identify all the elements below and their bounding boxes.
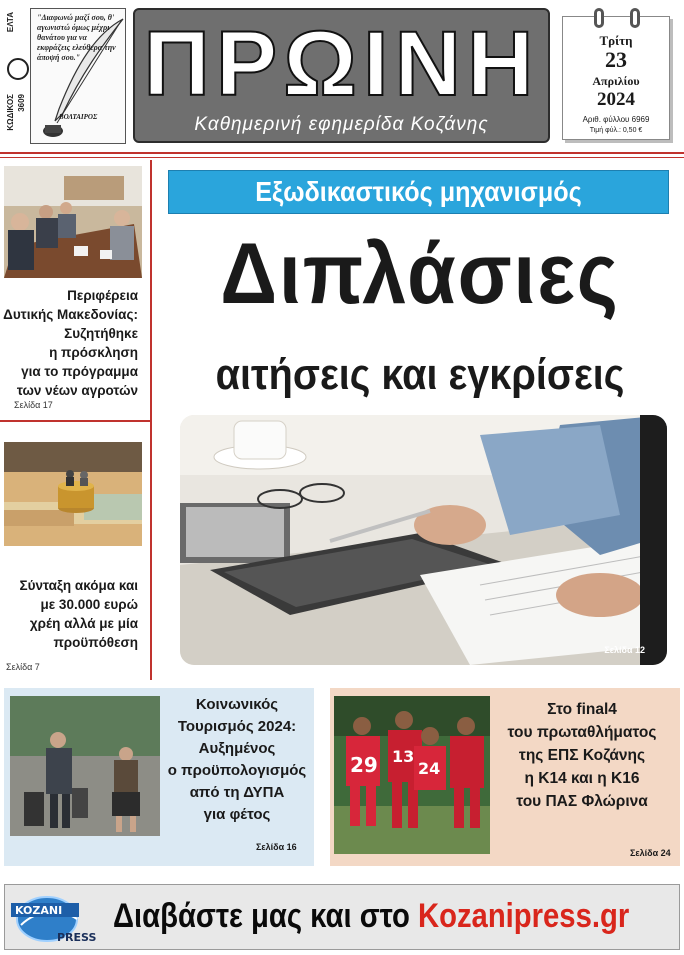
postal-logo-icon xyxy=(7,58,29,80)
calendar-ring-icon xyxy=(630,8,640,28)
headline-line: Περιφέρεια xyxy=(67,288,138,303)
headline-line: Δυτικής Μακεδονίας: xyxy=(3,307,138,322)
logo-top-text: KOZANI xyxy=(15,904,63,917)
code-label: ΚΩΔΙΚΟΣ xyxy=(6,94,15,131)
headline-line: Συζητήθηκε xyxy=(64,326,138,341)
day-number: 23 xyxy=(605,47,627,72)
masthead-rule-thin xyxy=(0,157,684,158)
month: Απριλίου xyxy=(592,74,640,88)
tourism-page: Σελίδα 16 xyxy=(256,842,297,852)
headline-line: του πρωταθλήματος xyxy=(507,724,657,741)
headline-line: για φέτος xyxy=(203,806,271,823)
banner-site-link[interactable]: Kozanipress.gr xyxy=(417,897,630,935)
masthead-rule xyxy=(0,152,684,154)
side-story-2-page: Σελίδα 7 xyxy=(6,662,40,672)
football-headline[interactable] xyxy=(486,698,678,813)
issue-number: Αριθ. φύλλου 6969 xyxy=(582,115,650,124)
newspaper-title: ΠΡΩΙΝΗ xyxy=(143,13,540,115)
main-subheadline[interactable]: αιτήσεις και εγκρίσεις xyxy=(215,350,625,399)
kozanipress-logo xyxy=(7,889,111,947)
main-story-kicker xyxy=(168,170,669,214)
date-calendar xyxy=(558,6,676,146)
football-story-box[interactable] xyxy=(330,688,680,866)
issue-price: Τιμή φύλ.: 0,50 € xyxy=(589,127,643,134)
money-photo[interactable] xyxy=(4,442,142,546)
side-story-2-headline[interactable] xyxy=(0,576,138,652)
tourism-headline[interactable] xyxy=(164,694,310,826)
quote-box xyxy=(30,8,126,144)
football-team-photo xyxy=(334,696,490,854)
headline-line: Σύνταξη ακόμα και xyxy=(19,578,138,593)
main-photo[interactable] xyxy=(180,415,667,665)
headline-line: του ΠΑΣ Φλώρινα xyxy=(516,793,648,810)
quote-author: ΒΟΛΤΑΙΡΟΣ xyxy=(59,113,98,121)
side-story-1-headline[interactable] xyxy=(0,286,138,400)
headline-line: με 30.000 ευρώ xyxy=(40,597,138,612)
banner-text xyxy=(113,893,629,939)
headline-line: Κοινωνικός xyxy=(195,696,279,713)
headline-line: των νέων αγροτών xyxy=(16,383,138,398)
newspaper-subtitle: Καθημερινή εφημερίδα Κοζάνης xyxy=(194,114,489,135)
headline-line: της ΕΠΣ Κοζάνης xyxy=(518,747,646,764)
side-story-1-page: Σελίδα 17 xyxy=(14,400,53,410)
headline-line: Αυξημένος xyxy=(198,740,276,757)
calendar-page xyxy=(562,16,670,140)
jersey-number: 24 xyxy=(418,759,441,778)
left-column xyxy=(0,160,152,680)
headline-line: η πρόσκληση xyxy=(49,345,138,360)
side-divider xyxy=(0,420,152,422)
headline-line: από τη ΔΥΠΑ xyxy=(189,784,285,801)
meeting-photo[interactable] xyxy=(4,166,142,278)
day-name: Τρίτη xyxy=(599,33,633,48)
masthead-logo xyxy=(133,8,550,143)
tourism-story-box[interactable] xyxy=(4,688,314,866)
kozanipress-banner[interactable] xyxy=(4,884,680,950)
headline-line: η Κ14 και η Κ16 xyxy=(524,770,640,787)
jersey-number: 29 xyxy=(350,753,378,777)
jersey-number: 13 xyxy=(392,747,415,766)
code-value: 3609 xyxy=(17,94,26,112)
year: 2024 xyxy=(597,89,635,110)
calendar-ring-icon xyxy=(594,8,604,28)
ela-label: ΕΛΤΑ xyxy=(6,12,15,33)
postal-strip xyxy=(4,8,32,148)
headline-line: ο προϋπολογισμός xyxy=(167,762,307,779)
headline-line: για το πρόγραμμα xyxy=(21,364,138,379)
headline-line: Τουρισμός 2024: xyxy=(177,718,297,735)
banner-prefix: Διαβάστε μας και στο xyxy=(113,897,418,935)
kicker-text: Εξωδικαστικός μηχανισμός xyxy=(255,176,582,207)
quote-text: "Διαφωνώ μαζί σου, θ' αγωνιστώ όμως μέχρι θανάτου για να εκφράζεις ελεύθερα την άποψή σου." xyxy=(37,13,116,62)
main-story-page: Σελίδα 12 xyxy=(604,645,645,655)
headline-line: Στο final4 xyxy=(547,701,617,718)
headline-line: προϋπόθεση xyxy=(53,635,138,650)
headline-line: χρέη αλλά με μία xyxy=(29,616,138,631)
main-headline[interactable]: Διπλάσιες xyxy=(220,226,620,322)
accounting-photo xyxy=(180,415,667,665)
football-page: Σελίδα 24 xyxy=(630,848,671,858)
logo-bottom-text: PRESS xyxy=(57,931,97,944)
travellers-photo xyxy=(10,696,160,836)
